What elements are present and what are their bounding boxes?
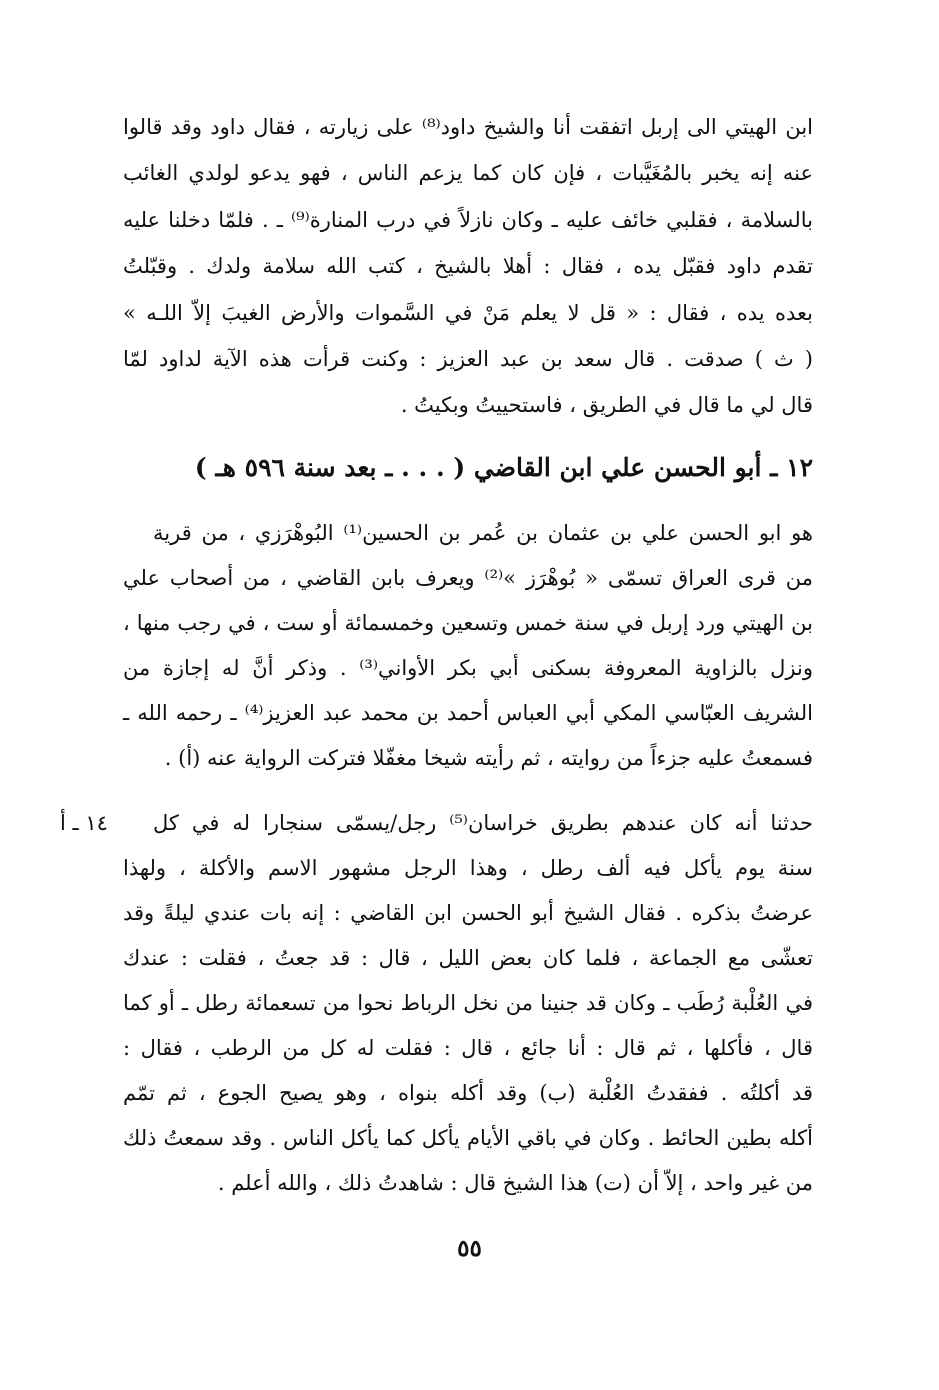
margin-marker: ١٤ ـ أ bbox=[60, 811, 108, 835]
page-number: ٥٥ bbox=[457, 1235, 482, 1262]
text-line: الشريف العبّاسي المكي أبي العباس أحمد بن محمد عبد العزيز⁽⁴⁾ ـ رحمه الله ـ bbox=[123, 701, 813, 725]
text-line: أكله بطين الحائط . وكان في باقي الأيام يأكل كما يأكل الناس . وقد سمعتُ ذلك bbox=[123, 1126, 813, 1150]
text-line: قال ، فأكلها ، ثم قال : أنا جائع ، قال : فقلت له كل من الرطب ، فقال : bbox=[123, 1036, 813, 1060]
text-line: فسمعتُ عليه جزءاً من روايته ، ثم رأيته شيخا مغفّلا فتركت الرواية عنه (أ) . bbox=[164, 746, 813, 770]
text-line: بالسلامة ، فقلبي خائف عليه ـ وكان نازلاً في درب المنارة⁽⁹⁾ ـ . فلمّا دخلنا عليه bbox=[123, 208, 813, 232]
text-line: ابن الهيتي الى إربل اتفقت أنا والشيخ داود⁽⁸⁾ على زيارته ، فقال داود وقد قالوا bbox=[123, 115, 814, 139]
text-line: تعشّى مع الجماعة ، فلما كان بعض الليل ، قال : قد جعتُ ، فقلت : عندك bbox=[123, 946, 813, 970]
text-line: بن الهيتي ورد إربل في سنة خمس وتسعين وخمسمائة أو ست ، في رجب منها ، bbox=[123, 611, 813, 635]
text-line: ( ث ) صدقت . قال سعد بن عبد العزيز : وكنت قرأت هذه الآية لداود لمّا bbox=[123, 347, 813, 371]
text-line: هو ابو الحسن علي بن عثمان بن عُمر بن الحسين⁽¹⁾ البُوهْرَزي ، من قرية bbox=[153, 521, 813, 545]
text-line: حدثنا أنه كان عندهم بطريق خراسان⁽⁵⁾ رجل/يسمّى سنجارا له في كل bbox=[153, 811, 813, 835]
text-line: من قرى العراق تسمّى « بُوهْرَز »⁽²⁾ ويعرف بابن القاضي ، من أصحاب علي bbox=[123, 566, 813, 590]
text-line: في العُلْبة رُطَب ـ وكان قد جنينا من نخل الرباط نحوا من تسعمائة رطل ـ أو كما bbox=[123, 991, 813, 1015]
text-line: عنه إنه يخبر بالمُغَيَّبات ، فإن كان كما يزعم الناس ، فهو يدعو لولدي الغائب bbox=[123, 161, 813, 185]
text-line: عرضتُ بذكره . فقال الشيخ أبو الحسن ابن القاضي : إنه بات عندي ليلةً وقد bbox=[123, 901, 813, 925]
section-heading: ١٢ ـ أبو الحسن علي ابن القاضي ( . . . ـ بعد سنة ٥٩٦ هـ ) bbox=[194, 453, 813, 482]
text-line: ونزل بالزاوية المعروفة بسكنى أبي بكر الأواني⁽³⁾ . وذكر أنَّ له إجازة من bbox=[123, 656, 813, 680]
text-line: بعده يده ، فقال : « قل لا يعلم مَنْ في السَّموات والأرض الغيبَ إلاّ اللـه » bbox=[123, 301, 813, 325]
text-line: سنة يوم يأكل فيه ألف رطل ، وهذا الرجل مشهور الاسم والأكلة ، ولهذا bbox=[123, 856, 813, 880]
text-line: تقدم داود فقبّل يده ، فقال : أهلا بالشيخ ، كتب الله سلامة ولدك . وقبّلتُ bbox=[123, 254, 813, 278]
text-line: قال لي ما قال في الطريق ، فاستحييتُ وبكيتُ . bbox=[400, 393, 813, 417]
text-line: قد أكلتُه . ففقدتُ العُلْبة (ب) وقد أكله بنواه ، وهو يصيح الجوع ، ثم تمّم bbox=[123, 1081, 813, 1105]
text-line: من غير واحد ، إلاّ أن (ت) هذا الشيخ قال : شاهدتُ ذلك ، والله أعلم . bbox=[217, 1171, 813, 1195]
